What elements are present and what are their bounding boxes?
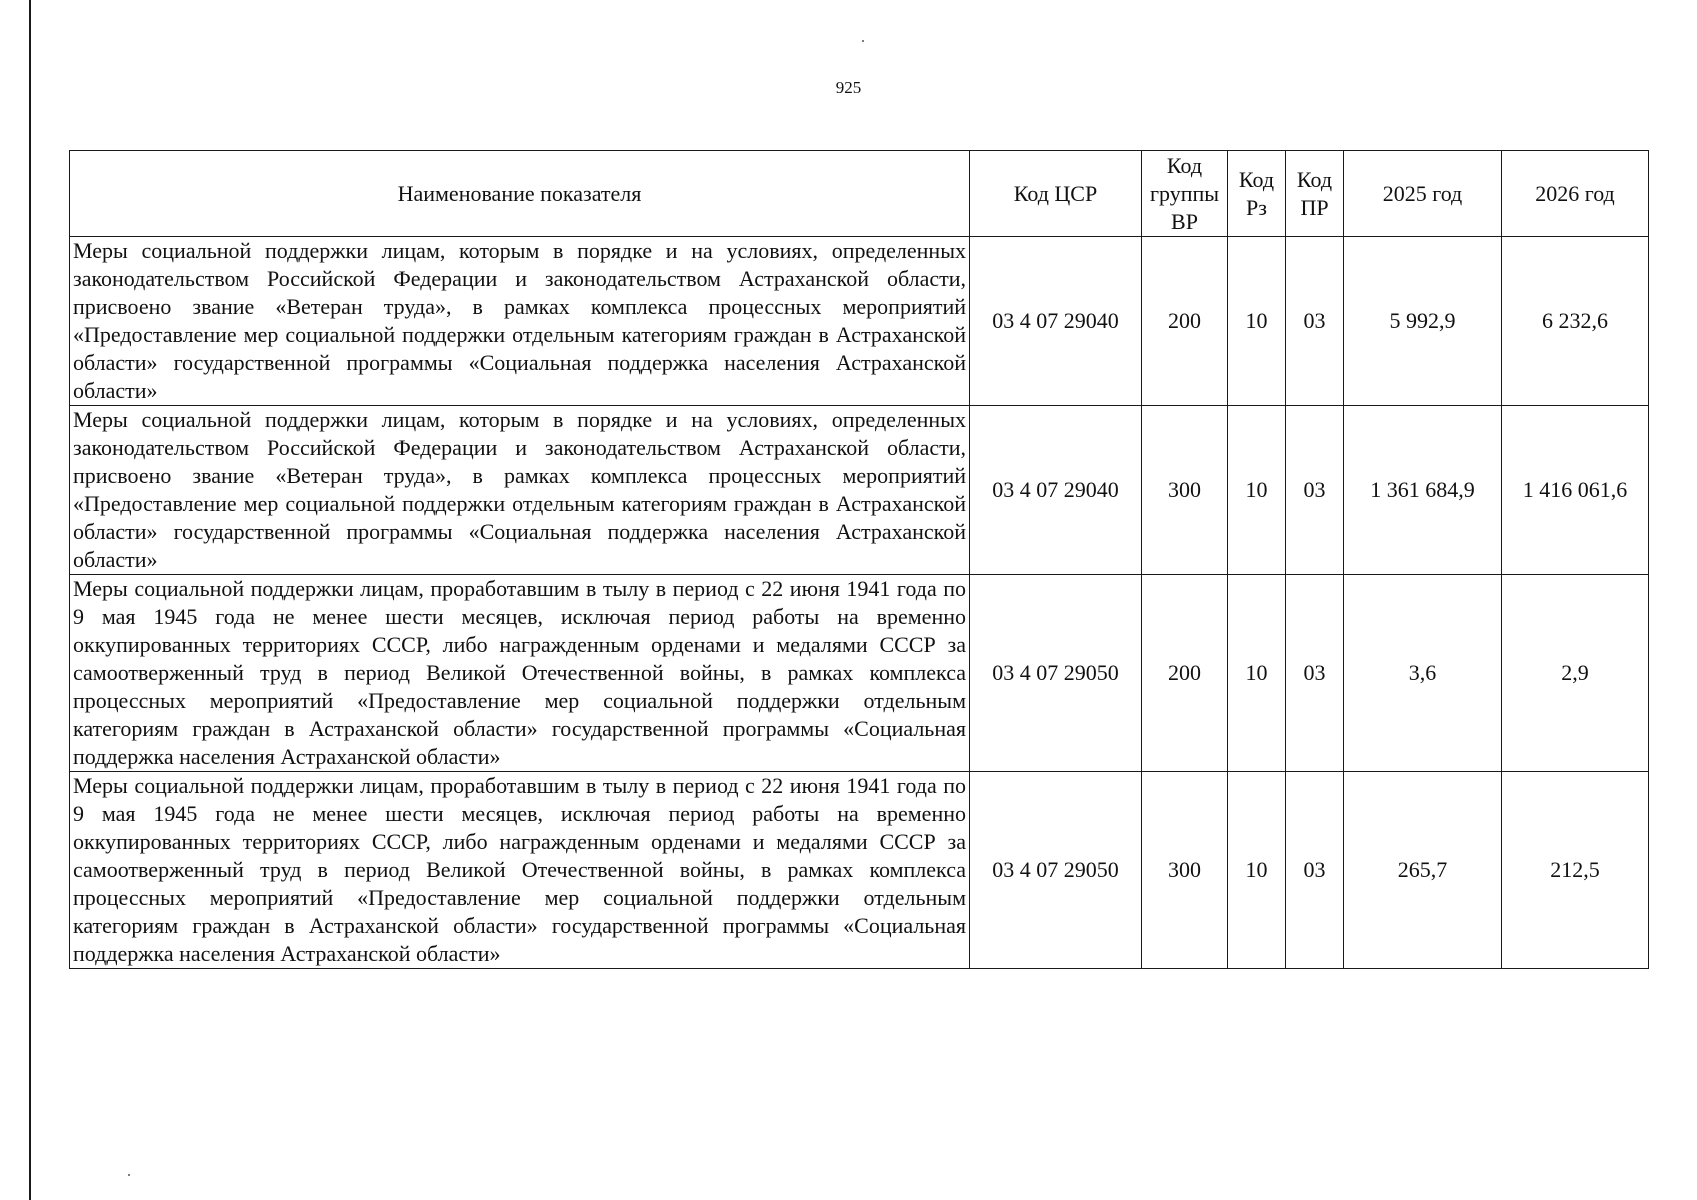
csr-code-cell: 03 4 07 29050 bbox=[970, 575, 1142, 772]
header-indicator-name: Наименование показателя bbox=[70, 151, 970, 237]
indicator-name-cell: Меры социальной поддержки лицам, проработавшим в тылу в период с 22 июня 1941 года по 9 мая 1945 года не менее шести месяцев, исключая период работы на временно оккупированных территориях СССР, либо награжденным орденами и медалями СССР за самоотверженный труд в период Великой Отечественной войны, в рамках комплекса процессных мероприятий «Предоставление мер социальной поддержки отдельным категориям граждан в Астраханской области» государственной программы «Социальная поддержка населения Астраханской области» bbox=[70, 575, 970, 772]
csr-code-cell: 03 4 07 29050 bbox=[970, 772, 1142, 969]
table-header-row bbox=[70, 151, 1649, 237]
amount-2025-cell: 5 992,9 bbox=[1344, 237, 1502, 406]
amount-2025-cell: 3,6 bbox=[1344, 575, 1502, 772]
amount-2026-cell: 2,9 bbox=[1502, 575, 1649, 772]
budget-table bbox=[69, 150, 1649, 969]
amount-2026-cell: 6 232,6 bbox=[1502, 237, 1649, 406]
amount-2026-cell: 212,5 bbox=[1502, 772, 1649, 969]
table-row bbox=[70, 406, 1649, 575]
header-csr-code: Код ЦСР bbox=[970, 151, 1142, 237]
vr-code-cell: 200 bbox=[1142, 575, 1228, 772]
binding-margin-line bbox=[29, 0, 31, 1200]
indicator-name-cell: Меры социальной поддержки лицам, которым в порядке и на условиях, определенных законодательством Российской Федерации и законодательством Астраханской области, присвоено звание «Ветеран труда», в рамках комплекса процессных мероприятий «Предоставление мер социальной поддержки отдельным категориям граждан в Астраханской области» государственной программы «Социальная поддержка населения Астраханской области» bbox=[70, 237, 970, 406]
rz-code-cell: 10 bbox=[1228, 237, 1286, 406]
amount-2025-cell: 1 361 684,9 bbox=[1344, 406, 1502, 575]
rz-code-cell: 10 bbox=[1228, 406, 1286, 575]
header-vr-code: Код группы ВР bbox=[1142, 151, 1228, 237]
pr-code-cell: 03 bbox=[1286, 237, 1344, 406]
scan-speck bbox=[128, 1174, 130, 1176]
pr-code-cell: 03 bbox=[1286, 406, 1344, 575]
scan-speck bbox=[862, 40, 864, 42]
header-rz-code: Код Рз bbox=[1228, 151, 1286, 237]
rz-code-cell: 10 bbox=[1228, 575, 1286, 772]
csr-code-cell: 03 4 07 29040 bbox=[970, 237, 1142, 406]
vr-code-cell: 300 bbox=[1142, 406, 1228, 575]
indicator-name-cell: Меры социальной поддержки лицам, проработавшим в тылу в период с 22 июня 1941 года по 9 мая 1945 года не менее шести месяцев, исключая период работы на временно оккупированных территориях СССР, либо награжденным орденами и медалями СССР за самоотверженный труд в период Великой Отечественной войны, в рамках комплекса процессных мероприятий «Предоставление мер социальной поддержки отдельным категориям граждан в Астраханской области» государственной программы «Социальная поддержка населения Астраханской области» bbox=[70, 772, 970, 969]
pr-code-cell: 03 bbox=[1286, 575, 1344, 772]
header-year-2026: 2026 год bbox=[1502, 151, 1649, 237]
header-year-2025: 2025 год bbox=[1344, 151, 1502, 237]
amount-2025-cell: 265,7 bbox=[1344, 772, 1502, 969]
table-row bbox=[70, 237, 1649, 406]
page-number: 925 bbox=[835, 78, 862, 97]
header-pr-code: Код ПР bbox=[1286, 151, 1344, 237]
table-row bbox=[70, 772, 1649, 969]
csr-code-cell: 03 4 07 29040 bbox=[970, 406, 1142, 575]
table-row bbox=[70, 575, 1649, 772]
indicator-name-cell: Меры социальной поддержки лицам, которым в порядке и на условиях, определенных законодательством Российской Федерации и законодательством Астраханской области, присвоено звание «Ветеран труда», в рамках комплекса процессных мероприятий «Предоставление мер социальной поддержки отдельным категориям граждан в Астраханской области» государственной программы «Социальная поддержка населения Астраханской области» bbox=[70, 406, 970, 575]
amount-2026-cell: 1 416 061,6 bbox=[1502, 406, 1649, 575]
pr-code-cell: 03 bbox=[1286, 772, 1344, 969]
vr-code-cell: 200 bbox=[1142, 237, 1228, 406]
vr-code-cell: 300 bbox=[1142, 772, 1228, 969]
rz-code-cell: 10 bbox=[1228, 772, 1286, 969]
